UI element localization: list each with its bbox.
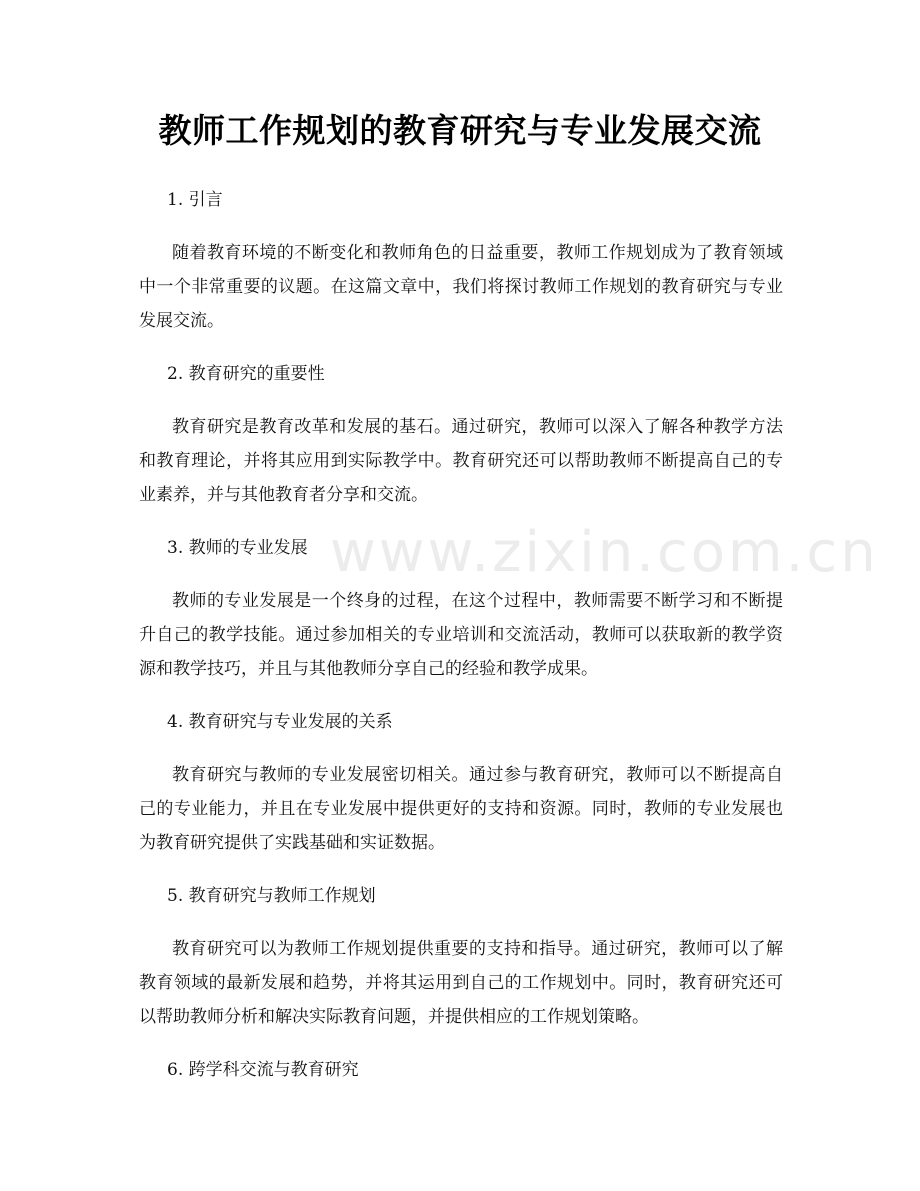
section-heading: 3. 教师的专业发展 xyxy=(167,538,308,558)
section-heading: 1. 引言 xyxy=(167,190,223,210)
section-paragraph: 教育研究是教育改革和发展的基石。通过研究，教师可以深入了解各种教学方法和教育理论，并将其应用到实际教学中。教育研究还可以帮助教师不断提高自己的专业素养，并与其他教育者分享和交流。 xyxy=(139,417,783,505)
section-paragraph: 随着教育环境的不断变化和教师角色的日益重要，教师工作规划成为了教育领域中一个非常重要的议题。在这篇文章中，我们将探讨教师工作规划的教育研究与专业发展交流。 xyxy=(139,243,783,331)
page-title: 教师工作规划的教育研究与专业发展交流 xyxy=(158,111,762,150)
watermark: www.zixin.com.cn xyxy=(330,520,879,585)
section-heading: 6. 跨学科交流与教育研究 xyxy=(167,1060,359,1080)
section-paragraph: 教育研究可以为教师工作规划提供重要的支持和指导。通过研究，教师可以了解教育领域的最新发展和趋势，并将其运用到自己的工作规划中。同时，教育研究还可以帮助教师分析和解决实际教育问题，并提供相应的工作规划策略。 xyxy=(139,939,783,1027)
document-body xyxy=(139,182,783,1106)
section-heading: 5. 教育研究与教师工作规划 xyxy=(167,886,376,906)
section-paragraph: 教师的专业发展是一个终身的过程，在这个过程中，教师需要不断学习和不断提升自己的教学技能。通过参加相关的专业培训和交流活动，教师可以获取新的教学资源和教学技巧，并且与其他教师分享自己的经验和教学成果。 xyxy=(139,591,783,679)
section-heading: 2. 教育研究的重要性 xyxy=(167,364,325,384)
section-heading: 4. 教育研究与专业发展的关系 xyxy=(167,712,393,732)
section-paragraph: 教育研究与教师的专业发展密切相关。通过参与教育研究，教师可以不断提高自己的专业能力，并且在专业发展中提供更好的支持和资源。同时，教师的专业发展也为教育研究提供了实践基础和实证数据。 xyxy=(139,765,783,853)
